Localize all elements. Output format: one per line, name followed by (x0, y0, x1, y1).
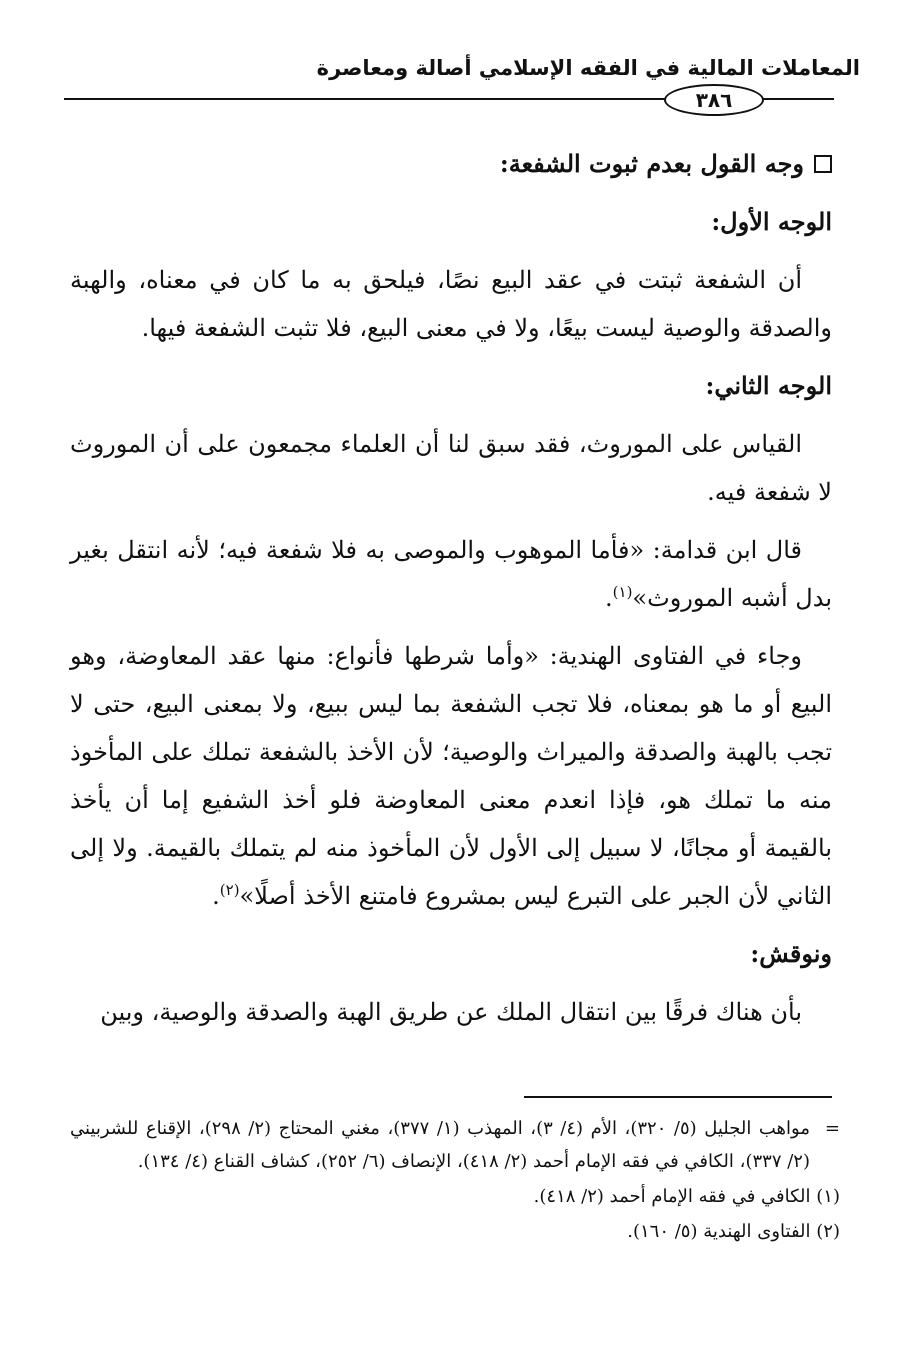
quote-text: وجاء في الفتاوى الهندية: «وأما شرطها فأنواع: منها عقد المعاوضة، وهو البيع أو ما هو بمعناه، فلا تجب الشفعة بما ليس ببيع، ولا بمعنى البيع، حتى لا تجب بالهبة والصدقة والميراث والوصية؛ لأن الأخذ بالشفعة تملك على المأخوذ منه ما تملك هو، فإذا انعدم معنى المعاوضة فلو أخذ الشفيع إما أن يأخذ بالقيمة أو مجانًا، لا سبيل إلى الأول لأن المأخوذ منه لم يتملك بالقيمة. ولا إلى الثاني لأن الجبر على التبرع ليس بمشروع فامتنع الأخذ أصلًا» (70, 642, 832, 910)
footnote-2: (٢) الفتاوى الهندية (٥/ ١٦٠). (627, 1221, 840, 1242)
quote-text: قال ابن قدامة: «فأما الموهوب والموصى به فلا شفعة فيه؛ لأنه انتقل بغير بدل أشبه الموروث» (70, 536, 832, 612)
paragraph-first-aspect: أن الشفعة ثبتت في عقد البيع نصًا، فيلحق به ما كان في معناه، والهبة والصدقة والوصية ليست بيعًا، ولا في معنى البيع، فلا تثبت الشفعة فيها. (70, 266, 832, 342)
footnote-continuation-text: مواهب الجليل (٥/ ٣٢٠)، الأم (٤/ ٣)، المهذب (١/ ٣٧٧)، مغني المحتاج (٢/ ٢٩٨)، الإقناع للشربيني (٢/ ٣٣٧)، الكافي في فقه الإمام أحمد (٢/ ٤١٨)، الإنصاف (٦/ ٢٥٢)، كشاف القناع (٤/ ١٣٤). (70, 1118, 810, 1172)
paragraph-fatawa-hindiya-quote (70, 632, 832, 920)
heading-objection: ونوقش: (750, 939, 832, 968)
footnotes (70, 1112, 840, 1250)
footnote-continuation (70, 1112, 840, 1178)
footnote-ref-2: (٢) (219, 881, 240, 899)
paragraph-second-aspect: القياس على الموروث، فقد سبق لنا أن العلماء مجمعون على أن الموروث لا شفعة فيه. (70, 430, 832, 506)
page-number-badge: ٣٨٦ (664, 84, 764, 116)
paragraph-objection: بأن هناك فرقًا بين انتقال الملك عن طريق الهبة والصدقة والوصية، وبين (100, 998, 802, 1026)
footnote-1: (١) الكافي في فقه الإمام أحمد (٢/ ٤١٨). (533, 1186, 840, 1207)
main-text (70, 140, 832, 1046)
square-bullet-icon (814, 155, 832, 173)
footnote-ref-1: (١) (612, 583, 633, 601)
paragraph-ibn-qudama-quote (70, 526, 832, 622)
quote-end: . (212, 882, 220, 910)
footnote-rule (524, 1096, 832, 1098)
quote-end: . (605, 584, 613, 612)
section-title (70, 140, 832, 188)
running-title: المعاملات المالية في الفقه الإسلامي أصالة ومعاصرة (316, 56, 860, 80)
section-title-text: وجه القول بعدم ثبوت الشفعة: (499, 149, 804, 178)
heading-first-aspect: الوجه الأول: (711, 207, 832, 236)
continuation-mark: = (824, 1118, 840, 1139)
heading-second-aspect: الوجه الثاني: (705, 371, 832, 400)
